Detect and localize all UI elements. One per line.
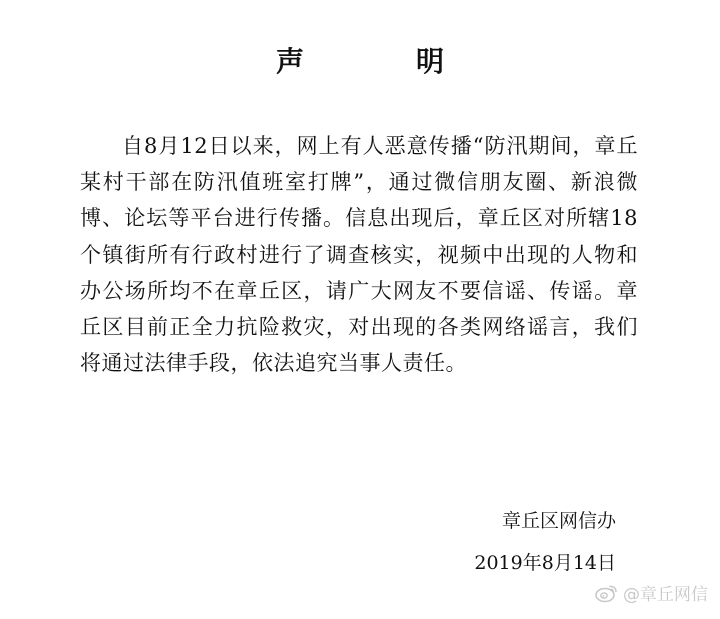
signature-organization: 章丘区网信办 xyxy=(501,510,616,532)
weibo-icon xyxy=(595,583,619,603)
signature-date: 2019年8月14日 xyxy=(474,552,616,574)
document-title: 声 明 xyxy=(275,45,486,78)
watermark-text: @章丘网信 xyxy=(623,585,708,605)
weibo-watermark xyxy=(595,580,708,605)
signature-block xyxy=(474,500,616,584)
statement-paragraph: 自8月12日以来，网上有人恶意传播“防汛期间，章丘某村干部在防汛值班室打牌”，通过微信朋友圈、新浪微博、论坛等平台进行传播。信息出现后，章丘区对所辖18个镇街所有行政村进行了调查核实，视频中出现的人物和办公场所均不在章丘区，请广大网友不要信谣、传谣。章丘区目前正全力抗险救灾，对出现的各类网络谣言，我们将通过法律手段，依法追究当事人责任。 xyxy=(80,134,638,376)
